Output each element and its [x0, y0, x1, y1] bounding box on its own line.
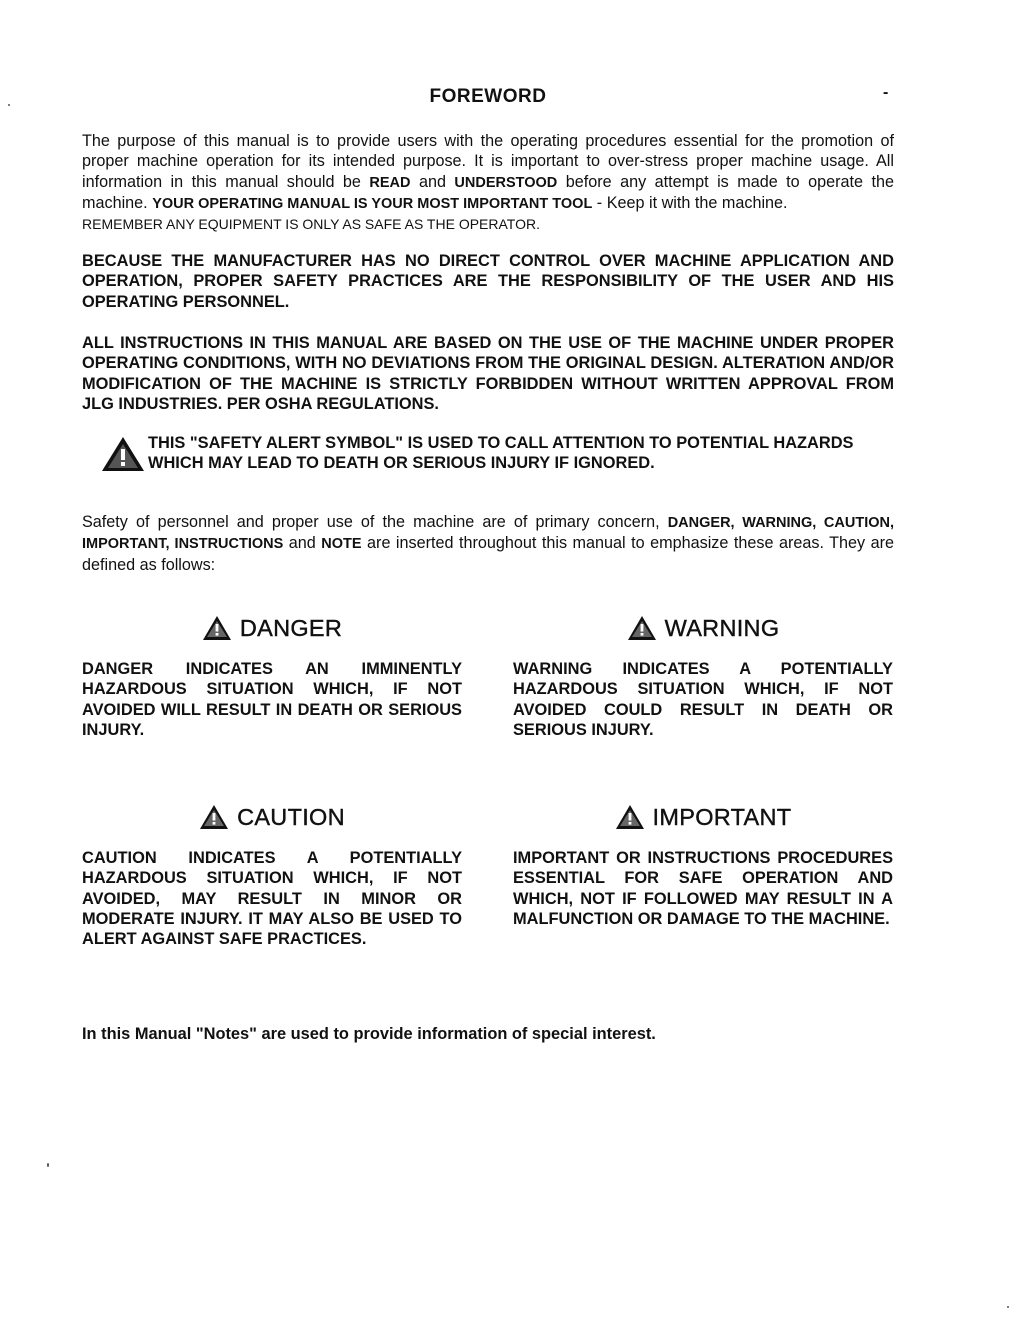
caution-heading-text: CAUTION: [237, 803, 345, 830]
important-heading: [513, 801, 893, 833]
warning-triangle-icon: [199, 804, 229, 830]
important-heading-text: IMPORTANT: [652, 803, 792, 830]
warning-heading-text: WARNING: [664, 614, 780, 641]
intro-text-1: The purpose of this manual is to provide users with the operating procedures essential for the promotion of proper machine operation for its intended purpose. It is important to over-stress proper machine usage. All information in this manual should be: [82, 132, 894, 191]
definitions-intro: [82, 512, 894, 575]
intro-paragraph: [82, 131, 894, 234]
intro-understood: UNDERSTOOD: [454, 174, 558, 191]
warning-definition: WARNING INDICATES A POTENTIALLY HAZARDOUS SITUATION WHICH, IF NOT AVOIDED COULD RESULT IN DEATH OR SERIOUS INJURY.: [513, 660, 893, 739]
definitions-text-2: are inserted throughout this manual to emphasize these areas. They are defined as follows:: [82, 534, 894, 574]
notes-statement: In this Manual "Notes" are used to provide information of special interest.: [82, 1025, 656, 1043]
page-title: FOREWORD: [429, 86, 547, 107]
definitions-and: and: [283, 534, 322, 553]
definitions-note: NOTE: [321, 536, 362, 553]
intro-and: and: [410, 172, 455, 191]
danger-heading: [82, 612, 462, 644]
manufacturer-notice: BECAUSE THE MANUFACTURER HAS NO DIRECT CONTROL OVER MACHINE APPLICATION AND OPERATION, PROPER SAFETY PRACTICES ARE THE RESPONSIBILITY OF THE USER AND HIS OPERATING PERSONNEL.: [82, 252, 894, 311]
instructions-notice: ALL INSTRUCTIONS IN THIS MANUAL ARE BASED ON THE USE OF THE MACHINE UNDER PROPER OPERATING CONDITIONS, WITH NO DEVIATIONS FROM THE ORIGINAL DESIGN. ALTERATION AND/OR MODIFICATION OF THE MACHINE IS STRICTLY FORBIDDEN WITHOUT WRITTEN APPROVAL FROM JLG INDUSTRIES. PER OSHA REGULATIONS.: [82, 334, 894, 413]
intro-remember: REMEMBER ANY EQUIPMENT IS ONLY AS SAFE AS THE OPERATOR.: [82, 216, 540, 233]
alert-symbol-text: THIS "SAFETY ALERT SYMBOL" IS USED TO CALL ATTENTION TO POTENTIAL HAZARDS WHICH MAY LEAD TO DEATH OR SERIOUS INJURY IF IGNORED.: [148, 434, 854, 473]
intro-tool: YOUR OPERATING MANUAL IS YOUR MOST IMPORTANT TOOL: [152, 195, 593, 212]
definitions-terms: DANGER, WARNING, CAUTION, IMPORTANT, INSTRUCTIONS: [82, 515, 894, 553]
caution-definition: CAUTION INDICATES A POTENTIALLY HAZARDOUS SITUATION WHICH, IF NOT AVOIDED, MAY RESULT IN MINOR OR MODERATE INJURY. IT MAY ALSO BE USED TO ALERT AGAINST SAFE PRACTICES.: [82, 849, 462, 949]
definitions-text-1: Safety of personnel and proper use of the machine are of primary concern,: [82, 513, 668, 531]
safety-alert-row: [100, 433, 896, 474]
important-definition: IMPORTANT OR INSTRUCTIONS PROCEDURES ESSENTIAL FOR SAFE OPERATION AND WHICH, NOT IF FOLLOWED MAY RESULT IN A MALFUNCTION OR DAMAGE TO THE MACHINE.: [513, 849, 893, 928]
danger-definition: DANGER INDICATES AN IMMINENTLY HAZARDOUS SITUATION WHICH, IF NOT AVOIDED WILL RESULT IN DEATH OR SERIOUS INJURY.: [82, 660, 462, 739]
intro-text-2: before any attempt is made to operate the machine.: [82, 172, 894, 212]
warning-triangle-icon: [615, 804, 645, 830]
warning-triangle-icon: [202, 615, 232, 641]
intro-text-3: - Keep it with the machine.: [592, 193, 788, 212]
intro-read: READ: [369, 174, 411, 191]
warning-heading: [513, 612, 893, 644]
scan-speck: [47, 1163, 49, 1167]
corner-mark: -: [883, 84, 889, 101]
warning-triangle-icon: [100, 435, 146, 473]
scan-speck: [1007, 1306, 1009, 1308]
warning-triangle-icon: [627, 615, 657, 641]
danger-heading-text: DANGER: [239, 614, 343, 641]
scan-speck: [8, 104, 10, 106]
caution-heading: [82, 801, 462, 833]
